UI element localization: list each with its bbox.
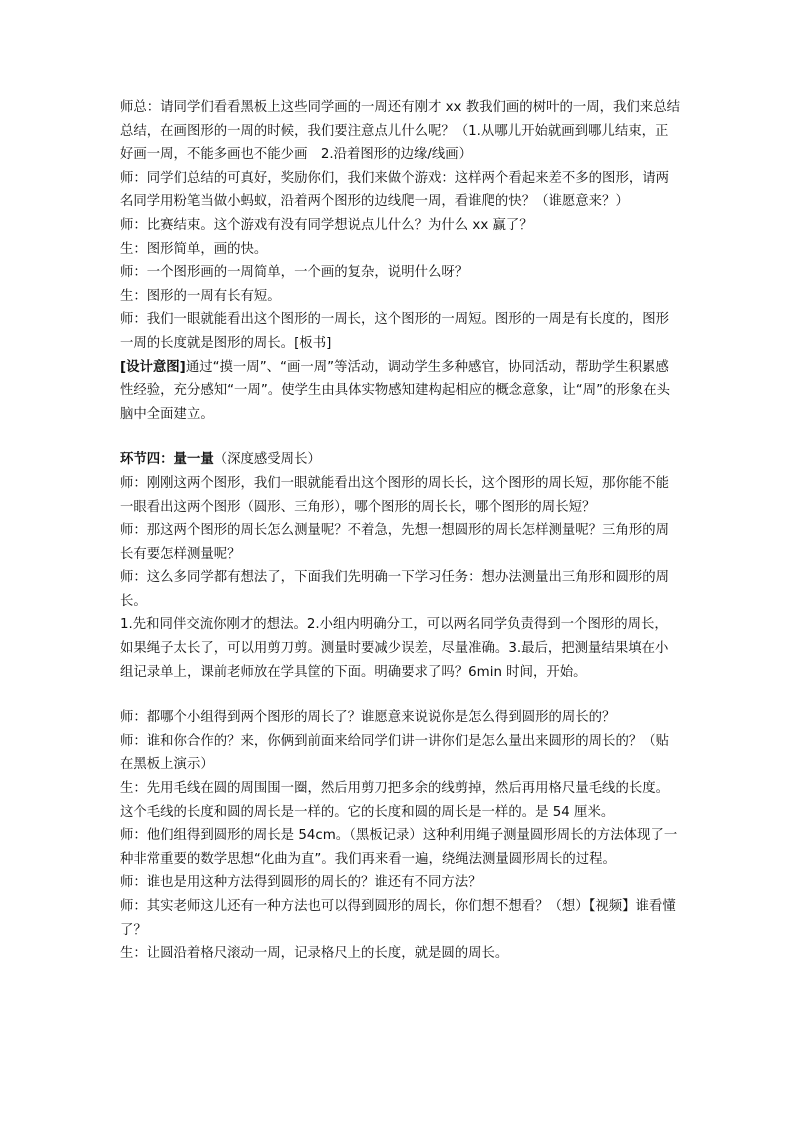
paragraph: 师：同学们总结的可真好，奖励你们，我们来做个游戏：这样两个看起来差不多的图形，请两名同学用粉笔当做小蚂蚁，沿着两个图形的边线爬一周，看谁爬的快？（谁愿意来？） — [120, 170, 670, 210]
document-page — [120, 96, 680, 966]
design-intent-tag: [设计意图] — [120, 359, 186, 375]
paragraph: 生：图形的一周有长有短。 — [120, 288, 281, 304]
design-intent-text: 通过“摸一周”、“画一周”等活动，调动学生多种感官，协同活动，帮助学生积累感性经验，充分感知“一周”。使学生由具体实物感知建构起相应的概念意象，让“周”的形象在头脑中全面建立。 — [120, 359, 670, 422]
paragraph: 师：比赛结束。这个游戏有没有同学想说点儿什么？为什么 xx 赢了？ — [120, 217, 533, 233]
section-heading-subtitle: （深度感受周长） — [213, 452, 321, 468]
paragraph: 师：刚刚这两个图形，我们一眼就能看出这个图形的周长长，这个图形的周长短，那你能不能一眼看出这两个图形（圆形、三角形），哪个图形的周长长，哪个图形的周长短？ — [120, 475, 670, 515]
task-list-paragraph: 1.先和同伴交流你刚才的想法。2.小组内明确分工，可以两名同学负责得到一个图形的周长，如果绳子太长了，可以用剪刀剪。测量时要减少误差，尽量准确。3.最后，把测量结果填在小组记录单上，课前老师放在学具筐的下面。明确要求了吗？6min 时间，开始。 — [120, 617, 669, 680]
paragraph: 师：我们一眼就能看出这个图形的一周长，这个图形的一周短。图形的一周是有长度的，图形一周的长度就是图形的周长。[板书] — [120, 312, 670, 351]
spacer — [120, 684, 680, 706]
paragraph: 生：先用毛线在圆的周围围一圈，然后用剪刀把多余的线剪掉，然后再用格尺量毛线的长度。这个毛线的长度和圆的周长是一样的。它的长度和圆的周长是一样的。是 54 厘米。 — [120, 781, 670, 820]
section-heading-title: 环节四：量一量 — [120, 452, 214, 468]
paragraph: 师：这么多同学都有想法了，下面我们先明确一下学习任务：想办法测量出三角形和圆形的周长。 — [120, 570, 670, 609]
paragraph: 师：那这两个图形的周长怎么测量呢？不着急，先想一想圆形的周长怎样测量呢？三角形的周长有要怎样测量呢？ — [120, 523, 670, 562]
paragraph: 师：他们组得到圆形的周长是 54cm。（黑板记录）这种利用绳子测量圆形周长的方法体现了一种非常重要的数学思想“化曲为直”。我们再来看一遍，绕绳法测量圆形周长的过程。 — [120, 828, 678, 867]
paragraph: 师：其实老师这儿还有一种方法也可以得到圆形的周长，你们想不想看？（想）【视频】谁看懂了？ — [120, 899, 676, 938]
paragraph: 师：都哪个小组得到两个图形的周长了？谁愿意来说说你是怎么得到圆形的周长的？ — [120, 710, 616, 726]
design-intent-paragraph — [120, 356, 680, 427]
paragraph: 师：谁和你合作的？来，你俩到前面来给同学们讲一讲你们是怎么量出来圆形的周长的？（贴在黑板上演示） — [120, 733, 670, 773]
paragraph: 生：让圆沿着格尺滚动一周，记录格尺上的长度，就是圆的周长。 — [120, 946, 509, 962]
section-heading — [120, 448, 680, 472]
paragraph: 师：一个图形画的一周简单，一个画的复杂，说明什么呀？ — [120, 265, 469, 281]
spacer — [120, 426, 680, 448]
paragraph: 生：图形简单，画的快。 — [120, 241, 268, 257]
paragraph: 师：谁也是用这种方法得到圆形的周长的？谁还有不同方法？ — [120, 875, 482, 891]
paragraph: 师总：请同学们看看黑板上这些同学画的一周还有刚才 xx 教我们画的树叶的一周，我们来总结总结，在画图形的一周的时候，我们要注意点儿什么呢？（1.从哪儿开始就画到哪儿结束，正好画一周，不能多画也不能少画 2.沿着图形的边缘/线画） — [120, 100, 680, 163]
